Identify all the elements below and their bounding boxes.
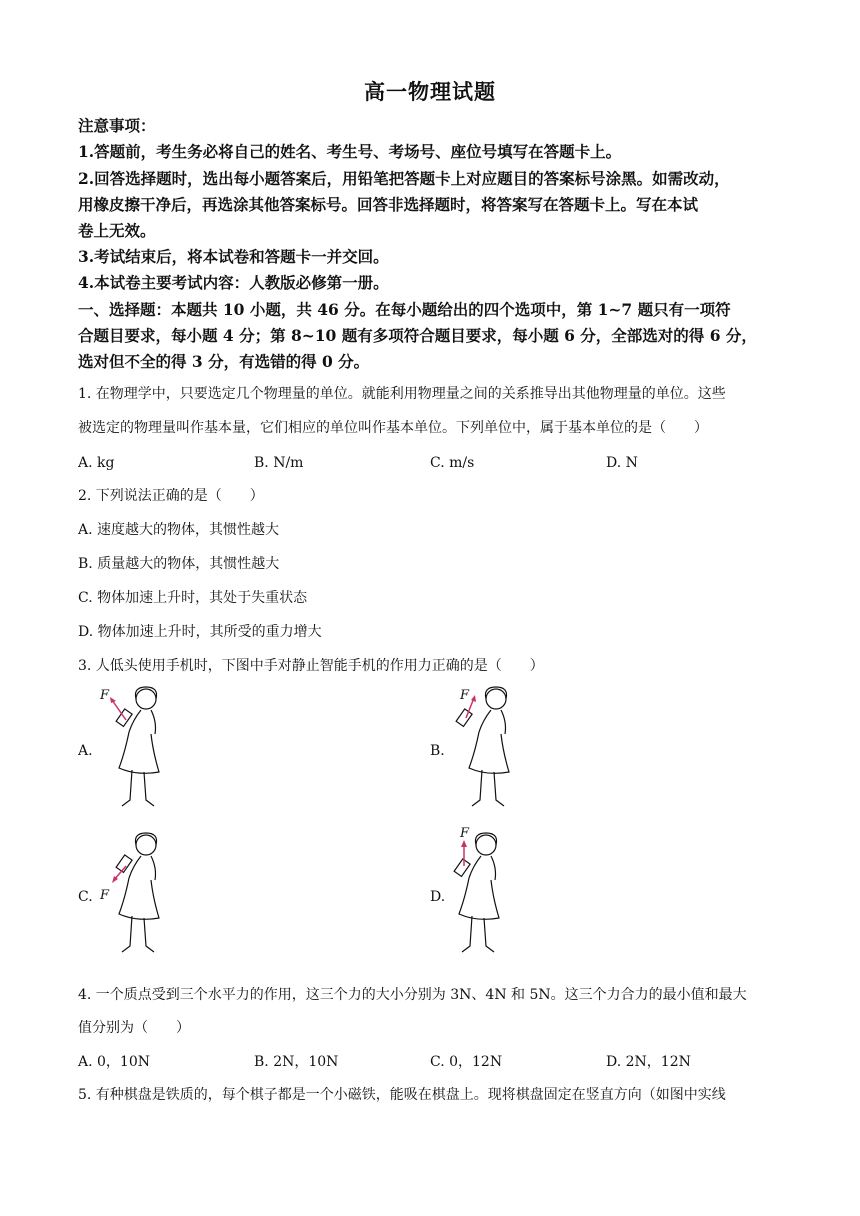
svg-text:F: F [100, 688, 110, 703]
notice-item-2-cont: 用橡皮擦干净后，再选涂其他答案标号。回答非选择题时，将答案写在答题卡上。写在本试 [78, 195, 699, 214]
notice-item-2: 2.回答选择题时，选出每小题答案后，用铅笔把答题卡上对应题目的答案标号涂黑。如需改动， [78, 169, 730, 188]
q3-force-label-a [96, 684, 126, 704]
q3-force-label-b [456, 684, 486, 704]
q3-force-label-d [456, 822, 486, 842]
q3-force-arrow-d [461, 840, 467, 866]
q3-option-a-label: A. [78, 743, 93, 759]
q4-option-a: A. 0，10N [78, 1054, 150, 1070]
page-title: 高一物理试题 [364, 79, 496, 104]
q3-option-c-label: C. [78, 889, 93, 905]
q5-stem-line-1: 5. 有种棋盘是铁质的，每个棋子都是一个小磁铁，能吸在棋盘上。现将棋盘固定在竖直方向（如图中实线 [78, 1087, 726, 1103]
q2-option-a: A. 速度越大的物体，其惯性越大 [78, 522, 280, 538]
q1-option-b: B. N/m [254, 455, 304, 471]
q4-stem-line-2: 值分别为（ ） [78, 1020, 190, 1036]
q4-option-c: C. 0，12N [430, 1054, 503, 1070]
q2-option-d: D. 物体加速上升时，其所受的重力增大 [78, 624, 322, 640]
svg-text:F: F [460, 688, 470, 703]
q1-option-a: A. kg [78, 455, 115, 471]
q2-option-b: B. 质量越大的物体，其惯性越大 [78, 556, 280, 572]
q3-option-b-label: B. [430, 743, 445, 759]
svg-text:F: F [460, 826, 470, 841]
q1-stem-line-1: 1. 在物理学中，只要选定几个物理量的单位。就能利用物理量之间的关系推导出其他物理量的单位。这些 [78, 386, 726, 402]
q3-stem: 3. 人低头使用手机时，下图中手对静止智能手机的作用力正确的是（ ） [78, 658, 544, 674]
q1-option-c: C. m/s [430, 455, 475, 471]
section1-line-3: 选对但不全的得 3 分，有选错的得 0 分。 [78, 352, 370, 371]
svg-text:F: F [100, 888, 110, 903]
q3-force-label-c [96, 884, 126, 904]
notice-item-1: 1.答题前，考生务必将自己的姓名、考生号、考场号、座位号填写在答题卡上。 [78, 142, 622, 161]
q4-option-d: D. 2N，12N [606, 1054, 691, 1070]
q3-option-d-label: D. [430, 889, 446, 905]
q1-stem-line-2: 被选定的物理量叫作基本量，它们相应的单位叫作基本单位。下列单位中，属于基本单位的是（ ） [78, 420, 708, 436]
q2-stem: 2. 下列说法正确的是（ ） [78, 488, 264, 504]
q2-option-c: C. 物体加速上升时，其处于失重状态 [78, 590, 308, 606]
q1-option-d: D. N [606, 455, 638, 471]
section1-line-1: 一、选择题：本题共 10 小题，共 46 分。在每小题给出的四个选项中，第 1~7 题只有一项符 [78, 300, 731, 319]
q4-stem-line-1: 4. 一个质点受到三个水平力的作用，这三个力的大小分别为 3N、4N 和 5N。这三个力合力的最小值和最大 [78, 987, 747, 1003]
q3-figure-d [446, 830, 536, 962]
notice-item-2-cont2: 卷上无效。 [78, 221, 156, 240]
notice-item-3: 3.考试结束后，将本试卷和答题卡一并交回。 [78, 247, 389, 266]
notice-heading: 注意事项： [78, 116, 156, 135]
notice-item-4: 4.本试卷主要考试内容：人教版必修第一册。 [78, 273, 389, 292]
q4-option-b: B. 2N，10N [254, 1054, 339, 1070]
section1-line-2: 合题目要求，每小题 4 分；第 8~10 题有多项符合题目要求，每小题 6 分，全部选对的得 6 分， [78, 326, 757, 345]
